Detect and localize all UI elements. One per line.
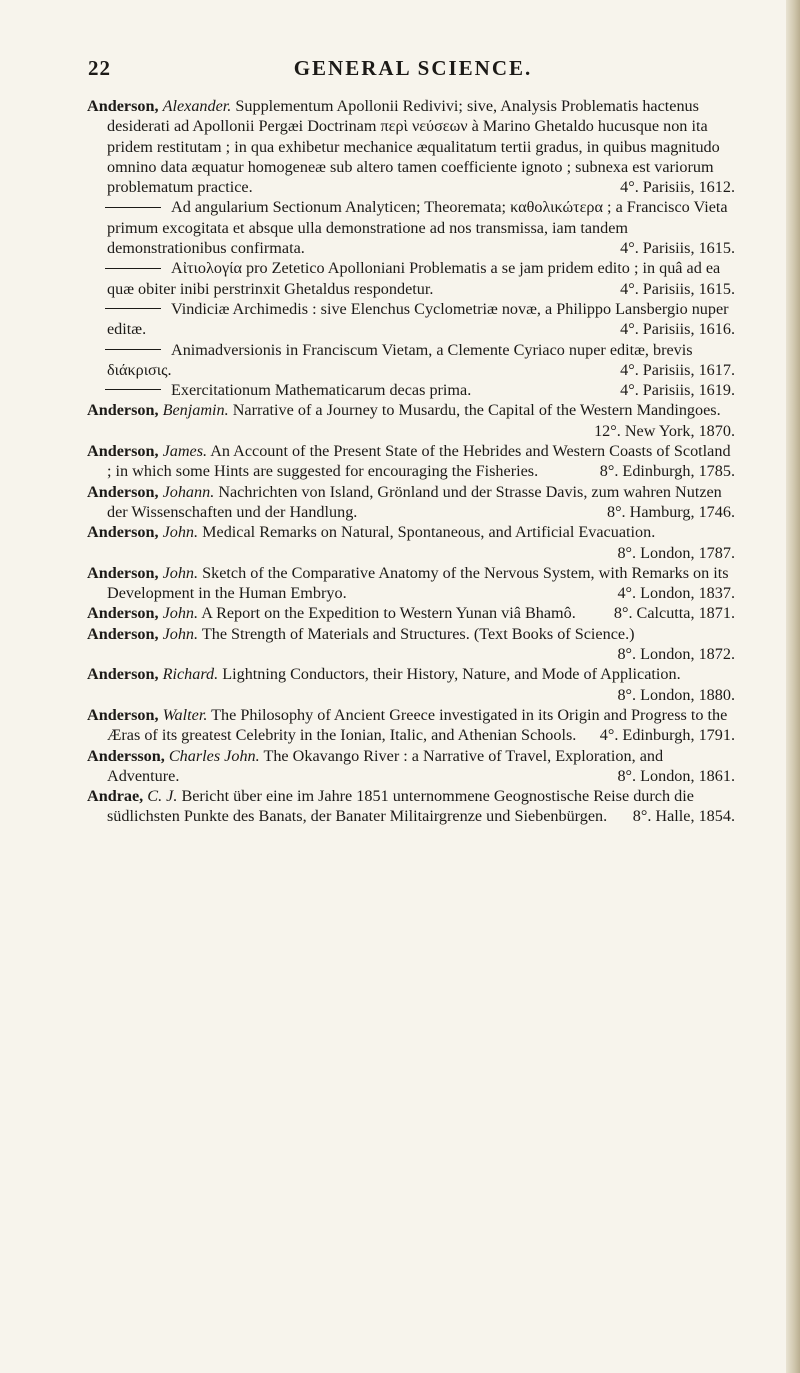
entry-imprint: 8°. London, 1787. xyxy=(617,543,735,562)
ditto-dash xyxy=(105,349,161,350)
running-title: GENERAL SCIENCE. xyxy=(293,56,533,80)
catalog-entry xyxy=(87,624,735,665)
entry-imprint: 4°. Parisiis, 1619. xyxy=(620,381,735,400)
entry-surname: Anderson, xyxy=(87,563,159,582)
entry-title: A Report on the Expedition to Western Yunan viâ Bhamô. xyxy=(201,604,576,623)
entry-imprint: 8°. Edinburgh, 1785. xyxy=(599,462,735,481)
entry-imprint: 4°. London, 1837. xyxy=(617,584,735,603)
page-number: 22 xyxy=(88,56,111,80)
entry-title: Sketch of the Comparative Anatomy of the Nervous System, with Remarks on its Development in the Human Embryo. xyxy=(107,563,729,603)
entry-imprint: 4°. Parisiis, 1612. xyxy=(620,178,735,197)
entry-title: The Strength of Materials and Structures. (Text Books of Science.) xyxy=(201,624,635,643)
bibliography-entries xyxy=(87,96,735,827)
catalog-entry xyxy=(87,705,735,746)
entry-forename: John. xyxy=(162,523,199,542)
entry-surname: Anderson, xyxy=(87,624,159,643)
catalog-subentry xyxy=(87,299,735,340)
catalog-subentry xyxy=(87,197,735,258)
entry-title: Αἰτιολογία pro Zetetico Apolloniani Problematis a se jam pridem edito ; in quâ ad ea quæ obiter inibi perstrinxit Ghetaldus respondetur. xyxy=(107,259,721,298)
catalog-entry xyxy=(87,400,735,441)
entry-imprint: 8°. London, 1872. xyxy=(617,645,735,664)
entry-forename: Charles John. xyxy=(168,746,260,765)
entry-title: Medical Remarks on Natural, Spontaneous, and Artificial Evacuation. xyxy=(202,523,656,542)
entry-title: The Okavango River : a Narrative of Travel, Exploration, and Adventure. xyxy=(107,746,664,785)
entry-imprint: 8°. Hamburg, 1746. xyxy=(606,502,735,521)
entry-title: Narrative of a Journey to Musardu, the Capital of the Western Mandingoes. xyxy=(232,401,721,420)
entry-forename: C. J. xyxy=(147,787,178,806)
entry-surname: Anderson, xyxy=(87,442,159,461)
entry-surname: Andrae, xyxy=(87,787,144,806)
page-edge xyxy=(786,0,800,1373)
page-header xyxy=(88,56,738,86)
entry-imprint: 4°. Parisiis, 1615. xyxy=(620,279,735,298)
catalog-entry xyxy=(87,746,735,787)
entry-forename: John. xyxy=(162,563,199,582)
ditto-dash xyxy=(105,389,161,390)
entry-imprint: 4°. Edinburgh, 1791. xyxy=(599,726,735,745)
entry-surname: Andersson, xyxy=(87,746,165,765)
entry-surname: Anderson, xyxy=(87,523,159,542)
ditto-dash xyxy=(105,308,161,309)
entry-title: Bericht über eine im Jahre 1851 unternommene Geognostische Reise durch die südlichsten Punkte des Banats, der Banater Militairgrenze und Siebenbürgen. xyxy=(107,787,694,826)
entry-imprint: 4°. Parisiis, 1616. xyxy=(620,320,735,339)
entry-forename: Johann. xyxy=(162,482,215,501)
catalog-subentry xyxy=(87,380,735,400)
entry-imprint: 8°. London, 1861. xyxy=(617,766,735,785)
entry-forename: Richard. xyxy=(162,665,219,684)
entry-surname: Anderson, xyxy=(87,665,159,684)
entry-imprint: 8°. Halle, 1854. xyxy=(632,807,735,826)
catalog-entry xyxy=(87,96,735,197)
entry-forename: John. xyxy=(162,604,199,623)
entry-surname: Anderson, xyxy=(87,401,159,420)
entry-surname: Anderson, xyxy=(87,482,159,501)
entry-imprint: 4°. Parisiis, 1615. xyxy=(620,239,735,258)
entry-title: Nachrichten von Island, Grönland und der Strasse Davis, zum wahren Nutzen der Wissenschaften und der Handlung. xyxy=(107,482,722,521)
entry-forename: Alexander. xyxy=(162,97,232,115)
catalog-entry xyxy=(87,482,735,523)
ditto-dash xyxy=(105,207,161,208)
entry-imprint: 8°. London, 1880. xyxy=(617,685,735,704)
entry-imprint: 12°. New York, 1870. xyxy=(594,421,735,440)
entry-imprint: 8°. Calcutta, 1871. xyxy=(613,604,735,623)
entry-title: An Account of the Present State of the Hebrides and Western Coasts of Scotland ; in which some Hints are suggested for encouraging the Fisheries. xyxy=(107,442,731,481)
catalog-entry xyxy=(87,603,735,623)
entry-forename: Walter. xyxy=(162,705,208,724)
entry-title: The Philosophy of Ancient Greece investigated in its Origin and Progress to the Æras of its greatest Celebrity in the Ionian, Italic, and Athenian Schools. xyxy=(107,705,728,745)
entry-title: Ad angularium Sectionum Analyticen; Theoremata; καθολικώτερα ; a Francisco Vieta primum excogitata et absque ulla demonstratione ad nos transmissa, iam tandem demonstrationibus confirmata. xyxy=(107,198,728,258)
entry-forename: James. xyxy=(162,442,208,461)
entry-title: Lightning Conductors, their History, Nature, and Mode of Application. xyxy=(222,665,681,684)
entry-imprint: 4°. Parisiis, 1617. xyxy=(620,360,735,379)
catalog-subentry xyxy=(87,258,735,299)
entry-forename: John. xyxy=(162,624,199,643)
entry-forename: Benjamin. xyxy=(162,401,229,420)
entry-title: Supplementum Apollonii Redivivi; sive, Analysis Problematis hactenus desiderati ad Apollonii Pergæi Doctrinam περὶ νεύσεων à Marino Ghetaldo hucusque non ita pridem restitutam ; in qua exhibetur mechanice æqualitatum tertii gradus, in quibus magnitudo omnino data æquatur homogeneæ sub altero tamen coefficiente ignoto ; subnexa est variorum problematum practice. xyxy=(107,97,720,197)
entry-surname: Anderson, xyxy=(87,705,159,724)
ditto-dash xyxy=(105,268,161,269)
catalog-entry xyxy=(87,563,735,604)
catalog-subentry xyxy=(87,340,735,381)
catalog-entry xyxy=(87,441,735,482)
entry-title: Vindiciæ Archimedis : sive Elenchus Cyclometriæ novæ, a Philippo Lansbergio nuper editæ. xyxy=(107,299,729,339)
entry-title: Exercitationum Mathematicarum decas prima. xyxy=(171,381,472,400)
catalog-entry xyxy=(87,522,735,563)
catalog-entry xyxy=(87,664,735,705)
entry-surname: Anderson, xyxy=(87,97,159,115)
catalog-entry xyxy=(87,786,735,827)
entry-title: Animadversionis in Franciscum Vietam, a Clemente Cyriaco nuper editæ, brevis διάκρισις. xyxy=(107,340,693,379)
entry-surname: Anderson, xyxy=(87,604,159,623)
